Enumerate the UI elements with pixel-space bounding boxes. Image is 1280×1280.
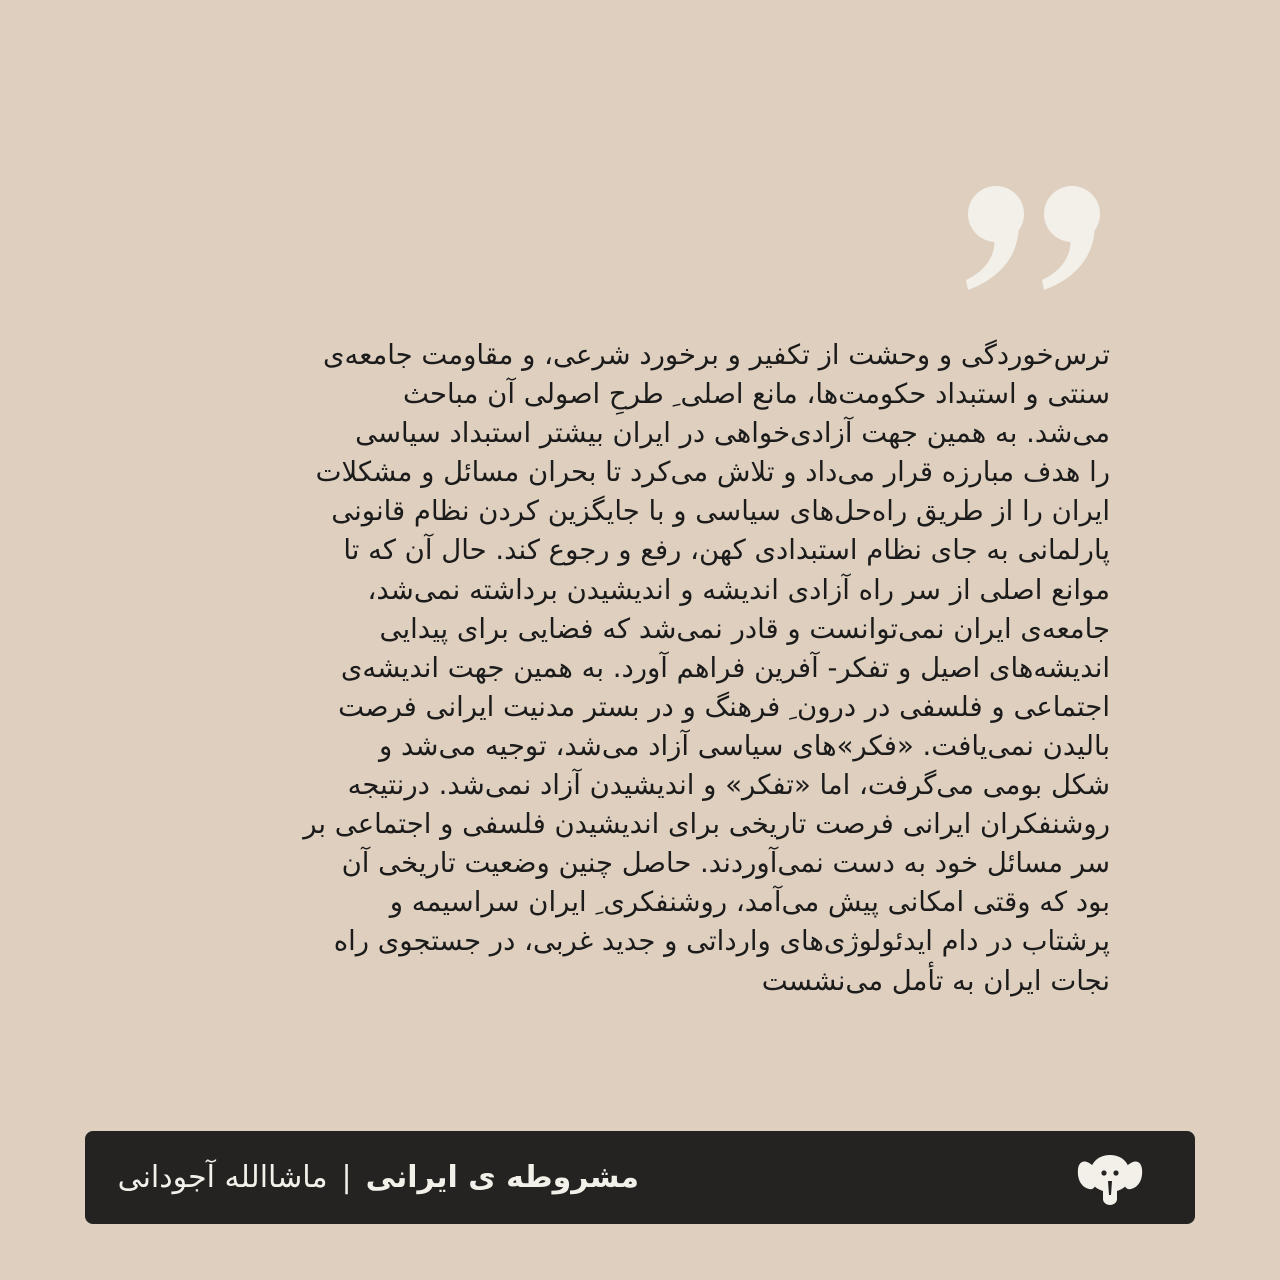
quote-line: را هدف مبارزه قرار می‌داد و تلاش می‌کرد تا بحران مسائل و مشکلات xyxy=(315,456,1110,489)
quote-body xyxy=(170,336,1110,1001)
footer-caption xyxy=(118,1160,639,1195)
author-name: ماشاالله آجودانی xyxy=(117,1160,328,1195)
quote-line: اندیشه‌های اصیل و تفکر- آفرین فراهم آورد. به همین جهت اندیشه‌ی xyxy=(340,651,1110,684)
quote-line: ایران را از طریق راه‌حل‌های سیاسی و با جایگزین کردن نظام قانونی xyxy=(331,495,1110,528)
quote-line: می‌شد. به همین جهت آزادی‌خواهی در ایران بیشتر استبداد سیاسی xyxy=(355,417,1110,450)
quote-line: اجتماعی و فلسفی در درون ِ فرهنگ و در بستر مدنیت ایرانی فرصت xyxy=(338,690,1110,723)
quote-line: بود که وقتی امکانی پیش می‌آمد، روشنفکری ِ ایران سراسیمه و xyxy=(389,886,1110,919)
quote-line: پارلمانی به جای نظام استبدادی کهن، رفع و رجوع کند. حال آن که تا xyxy=(343,534,1110,567)
quote-line: جامعه‌ی ایران نمی‌توانست و قادر نمی‌شد که فضایی برای پیدایی xyxy=(379,612,1110,645)
quote-line: ترس‌خوردگی و وحشت از تکفیر و برخورد شرعی، و مقاومت جامعه‌ی xyxy=(322,339,1110,371)
book-title: مشروطه ی ایرانی xyxy=(365,1160,639,1195)
quote-mark-icon xyxy=(960,180,1120,300)
caption-separator: | xyxy=(341,1160,352,1195)
quote-line: پرشتاب در دام ایدئولوژی‌های وارداتی و جدید غربی، در جستجوی راه xyxy=(333,925,1110,958)
quote-line: سر مسائل خود به دست نمی‌آوردند. حاصل چنین وضعیت تاریخی آن xyxy=(341,847,1110,880)
quote-line: سنتی و استبداد حکومت‌ها، مانع اصلی ِ طرحِ اصولی آن مباحث xyxy=(402,378,1110,411)
quote-line: نجات ایران به تأمل می‌نشست xyxy=(761,964,1110,997)
quote-line: بالیدن نمی‌یافت. «فکر»های سیاسی آزاد می‌شد، توجیه می‌شد و xyxy=(378,729,1110,762)
footer-bar xyxy=(85,1131,1195,1224)
quote-line: شکل بومی می‌گرفت، اما «تفکر» و اندیشیدن آزاد نمی‌شد. درنتیجه xyxy=(347,769,1110,802)
elephant-icon xyxy=(1077,1149,1143,1207)
quote-line: موانع اصلی از سر راه آزادی اندیشه و اندیشیدن برداشته نمی‌شد، xyxy=(367,573,1110,606)
quote-line: روشنفکران ایرانی فرصت تاریخی برای اندیشیدن فلسفی و اجتماعی بر xyxy=(303,808,1110,841)
